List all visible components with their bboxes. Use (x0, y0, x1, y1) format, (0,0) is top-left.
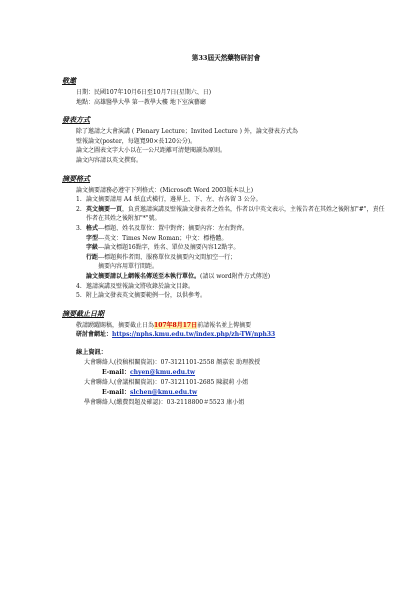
abstract-section (62, 174, 390, 301)
format-line: 除了邀請之大會演講 ( Plenary Lecture；Invited Lecture ) 外，論文發表方式為 (76, 128, 298, 136)
list-number: 2. (76, 205, 82, 213)
email-row-2: E-mail：slchen@kmu.edu.tw (102, 388, 198, 396)
format-label: 格式 (86, 224, 99, 232)
list-number: 3. (76, 224, 82, 232)
format-line: 論文內容請以英文撰寫。 (76, 156, 143, 164)
upload-rule: 論文摘要請以上網報名傳送至本執行單位。(請以 word附件方式傳送) (86, 272, 271, 280)
invite-heading: 敬邀 (62, 76, 76, 85)
font-rule: 字型---英文：Times New Roman；中文：標楷體。 (86, 234, 228, 242)
website-link[interactable]: https://nphs.kmu.edu.tw/index.php/zh-TW/nph33 (112, 331, 276, 339)
deadline-heading: 摘要截止日期 (62, 308, 104, 318)
list-number: 5. (76, 292, 82, 300)
abstract-intro: 論文摘要請務必遵守下列格式：(Microsoft Word 2003版本以上) (76, 186, 254, 194)
size-rule: 字級---論文標題16點字，姓名、單位及摘要內容12點字。 (86, 244, 240, 252)
list-text: ---標題、姓名及單位：置中對齊；摘要內容：左右對齊。 (98, 224, 249, 232)
list-item (76, 205, 390, 224)
list-text: ，負責邀請演講及壁報論文發表者之姓名，作者以中英文表示，主報告者在其姓之後附加"#"，責任作者在其姓之後附加"*"號。 (86, 205, 385, 223)
contact-2: 大會聯絡人(會議相關資訊)：07-3121101-2685 陳淑莉 小姐 (84, 378, 249, 386)
list-number: 4. (76, 282, 82, 290)
deadline-date: 107年8月17日 (154, 321, 198, 329)
email-link-2[interactable]: slchen@kmu.edu.tw (129, 388, 198, 396)
email-row-1: E-mail：chyen@kmu.edu.tw (102, 368, 196, 376)
abstract-heading: 摘要格式 (62, 173, 90, 183)
format-line: 壁報論文(poster，每題寬90×長120公分)。 (76, 137, 197, 145)
contact-1: 大會聯絡人(投稿相關資訊)：07-3121101-2558 顏嘉宏 助理教授 (84, 358, 261, 366)
list-text: 論文摘要請用 A4 紙直式橫行，邊界上、下、左、右各留 3 公分。 (86, 196, 262, 204)
deadline-line: 敬請踴躍賜稿，摘要截止日為107年8月17日前請報名並上傳摘要 (76, 321, 252, 329)
deadline-section (62, 309, 390, 340)
event-location: 地點：高雄醫學大學 第一教學大樓 地下室演藝廳 (76, 98, 206, 106)
english-abstract-label: 英文摘要一頁 (86, 205, 123, 213)
event-date: 日期：民國107年10月6日至10月7日(星期六、日) (76, 89, 212, 96)
spacing-rule: 行距---標題與作者間、服務單位及摘要內文間加空一行； (86, 253, 237, 261)
document-title: 第33屆天然藥物研討會 (191, 54, 261, 62)
list-item (76, 282, 390, 292)
abstract-rules-list (62, 195, 390, 301)
email-link-1[interactable]: chyen@kmu.edu.tw (129, 368, 196, 376)
list-item (76, 291, 390, 301)
list-text: 附上論文發表英文摘要範例一份，以供參考。 (86, 292, 207, 300)
spacing-rule-cont: 摘要內容用單行間距。 (98, 263, 159, 271)
invite-section (62, 76, 390, 107)
list-number: 1. (76, 196, 82, 204)
contact-section (62, 348, 390, 408)
list-item (76, 195, 390, 205)
list-text: 邀請演講及壁報論文將收錄於論文目錄。 (86, 282, 195, 290)
list-item (76, 224, 390, 234)
website-label: 研討會網址： (76, 331, 113, 339)
format-line: 論文之圖表文字大小以在一公尺距離可清楚閱讀為原則。 (76, 147, 227, 155)
website-line (62, 330, 390, 340)
format-section (62, 115, 390, 165)
contact-heading: 線上資訊： (76, 348, 107, 356)
contact-3: 學會聯絡人(繳費問題及確認)：03-2118800＃5523 康小姐 (84, 398, 245, 406)
format-heading: 發表方式 (62, 115, 90, 125)
